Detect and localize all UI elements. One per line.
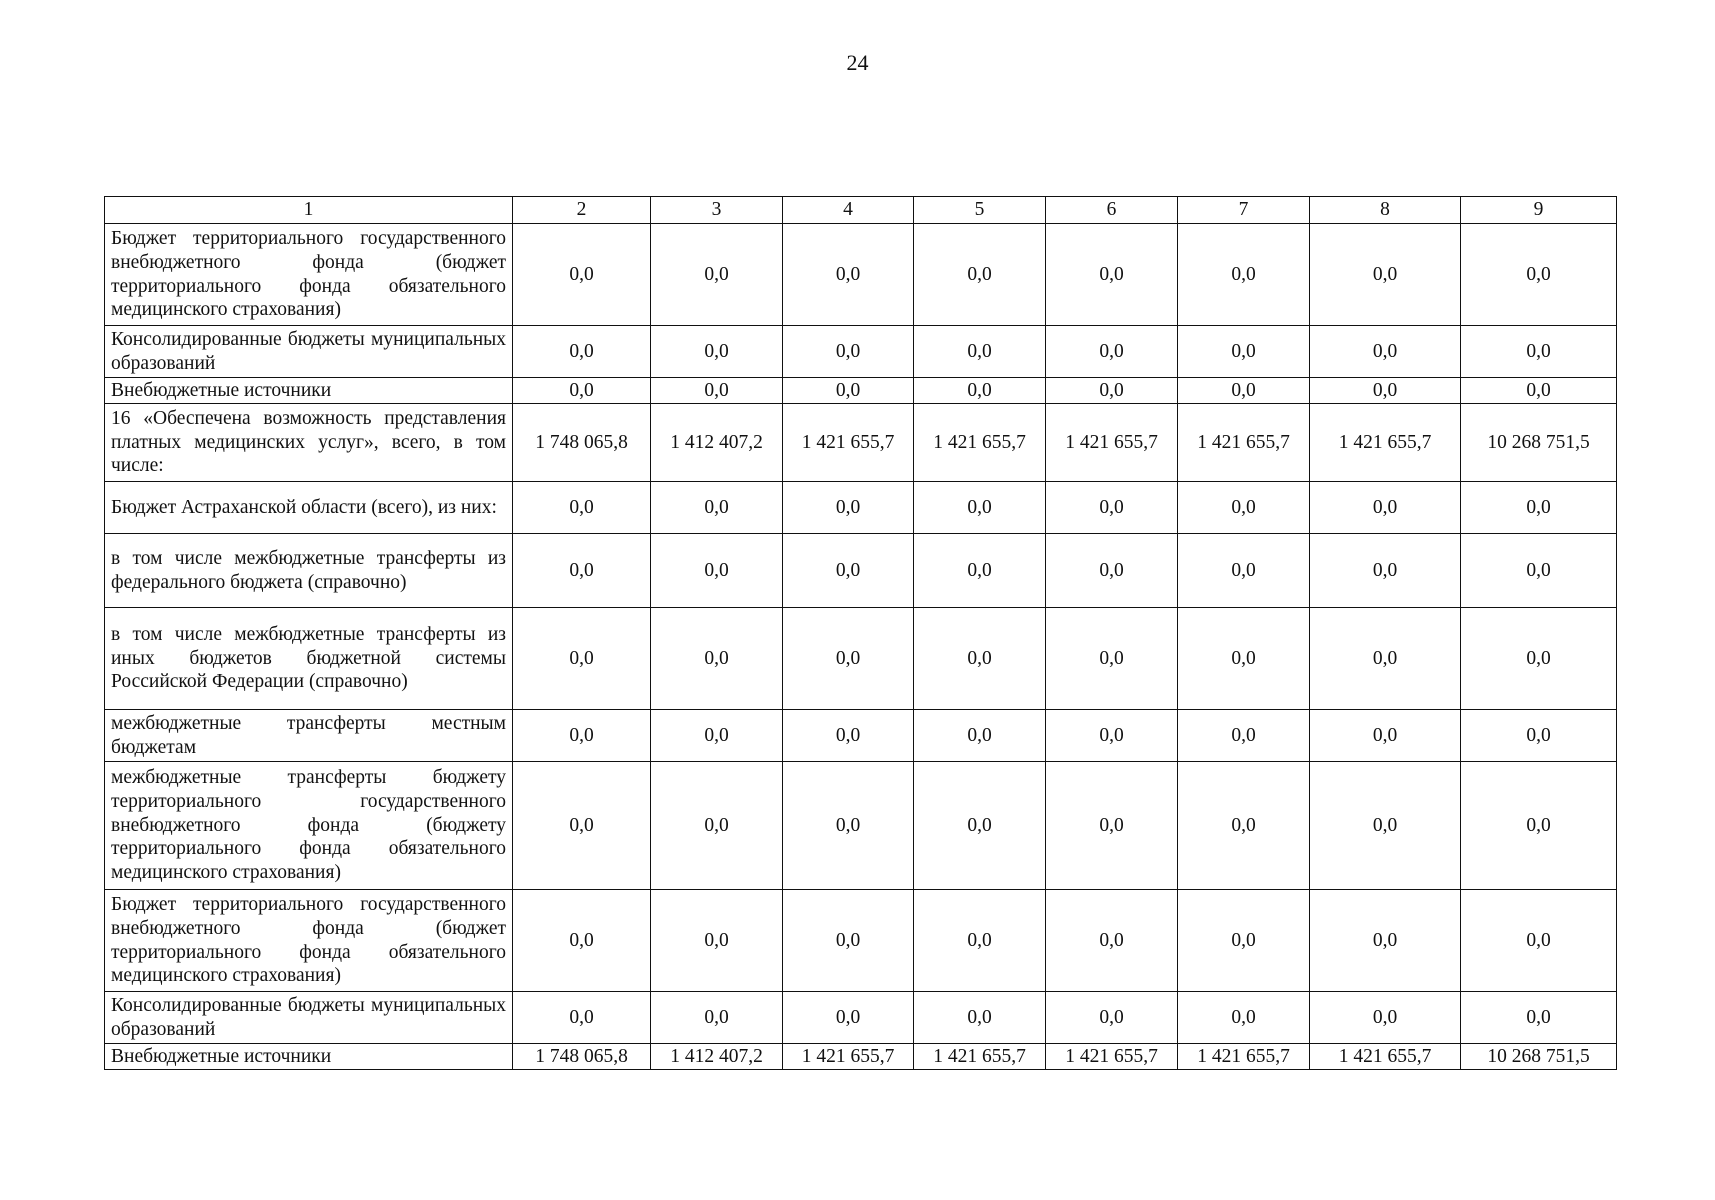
table-row	[105, 992, 1617, 1044]
value-cell: 0,0	[1178, 482, 1310, 534]
value-cell: 1 421 655,7	[1310, 1044, 1461, 1070]
value-cell: 0,0	[1310, 992, 1461, 1044]
value-cell: 0,0	[1461, 326, 1617, 378]
table-row	[105, 482, 1617, 534]
table-row	[105, 224, 1617, 326]
table-body	[105, 224, 1617, 1070]
table-row	[105, 890, 1617, 992]
row-label: Внебюджетные источники	[105, 1044, 513, 1070]
value-cell: 0,0	[1310, 482, 1461, 534]
value-cell: 0,0	[1046, 326, 1178, 378]
value-cell: 0,0	[914, 762, 1046, 890]
value-cell: 0,0	[513, 378, 651, 404]
value-cell: 1 421 655,7	[914, 1044, 1046, 1070]
value-cell: 0,0	[1046, 224, 1178, 326]
value-cell: 0,0	[513, 710, 651, 762]
value-cell: 0,0	[1178, 378, 1310, 404]
value-cell: 0,0	[1178, 890, 1310, 992]
value-cell: 0,0	[914, 534, 1046, 608]
value-cell: 0,0	[1310, 378, 1461, 404]
value-cell: 0,0	[783, 762, 914, 890]
value-cell: 0,0	[1046, 890, 1178, 992]
value-cell: 0,0	[914, 326, 1046, 378]
value-cell: 0,0	[783, 608, 914, 710]
value-cell: 1 748 065,8	[513, 1044, 651, 1070]
value-cell: 1 421 655,7	[783, 1044, 914, 1070]
value-cell: 0,0	[1178, 534, 1310, 608]
value-cell: 0,0	[1310, 890, 1461, 992]
value-cell: 10 268 751,5	[1461, 1044, 1617, 1070]
value-cell: 0,0	[651, 762, 783, 890]
value-cell: 0,0	[513, 762, 651, 890]
row-label: Консолидированные бюджеты муниципальных образований	[105, 326, 513, 378]
value-cell: 0,0	[914, 992, 1046, 1044]
column-header: 6	[1046, 197, 1178, 224]
value-cell: 10 268 751,5	[1461, 404, 1617, 482]
row-label: Консолидированные бюджеты муниципальных образований	[105, 992, 513, 1044]
value-cell: 0,0	[513, 224, 651, 326]
value-cell: 0,0	[1178, 608, 1310, 710]
value-cell: 0,0	[1461, 224, 1617, 326]
value-cell: 0,0	[1310, 326, 1461, 378]
row-label: межбюджетные трансферты местным бюджетам	[105, 710, 513, 762]
value-cell: 0,0	[783, 482, 914, 534]
row-label: 16 «Обеспечена возможность представления платных медицинских услуг», всего, в том числе:	[105, 404, 513, 482]
value-cell: 0,0	[914, 890, 1046, 992]
value-cell: 0,0	[513, 482, 651, 534]
budget-table	[104, 196, 1617, 1070]
value-cell: 0,0	[783, 224, 914, 326]
value-cell: 0,0	[1046, 378, 1178, 404]
value-cell: 0,0	[1046, 482, 1178, 534]
value-cell: 0,0	[1310, 710, 1461, 762]
value-cell: 0,0	[651, 534, 783, 608]
value-cell: 0,0	[513, 890, 651, 992]
value-cell: 0,0	[1461, 482, 1617, 534]
row-label: Бюджет Астраханской области (всего), из них:	[105, 482, 513, 534]
column-header: 3	[651, 197, 783, 224]
value-cell: 0,0	[1310, 534, 1461, 608]
value-cell: 0,0	[783, 534, 914, 608]
value-cell: 0,0	[1310, 762, 1461, 890]
value-cell: 1 421 655,7	[1046, 404, 1178, 482]
value-cell: 0,0	[651, 326, 783, 378]
value-cell: 1 412 407,2	[651, 1044, 783, 1070]
row-label: Внебюджетные источники	[105, 378, 513, 404]
value-cell: 0,0	[783, 992, 914, 1044]
value-cell: 1 421 655,7	[1178, 1044, 1310, 1070]
value-cell: 0,0	[1046, 608, 1178, 710]
column-header: 7	[1178, 197, 1310, 224]
table-row	[105, 534, 1617, 608]
value-cell: 0,0	[914, 482, 1046, 534]
column-header: 8	[1310, 197, 1461, 224]
value-cell: 0,0	[1461, 710, 1617, 762]
value-cell: 0,0	[1046, 710, 1178, 762]
value-cell: 0,0	[1178, 710, 1310, 762]
value-cell: 0,0	[1310, 224, 1461, 326]
value-cell: 0,0	[651, 992, 783, 1044]
value-cell: 0,0	[513, 326, 651, 378]
value-cell: 0,0	[651, 608, 783, 710]
column-header: 5	[914, 197, 1046, 224]
value-cell: 1 748 065,8	[513, 404, 651, 482]
value-cell: 1 421 655,7	[1178, 404, 1310, 482]
value-cell: 0,0	[513, 992, 651, 1044]
value-cell: 0,0	[783, 890, 914, 992]
column-header: 2	[513, 197, 651, 224]
row-label: в том числе межбюджетные трансферты из иных бюджетов бюджетной системы Российской Федерации (справочно)	[105, 608, 513, 710]
value-cell: 0,0	[1461, 762, 1617, 890]
table-row	[105, 608, 1617, 710]
value-cell: 1 421 655,7	[783, 404, 914, 482]
value-cell: 0,0	[1046, 992, 1178, 1044]
table-row	[105, 326, 1617, 378]
value-cell: 0,0	[914, 224, 1046, 326]
table-row	[105, 710, 1617, 762]
value-cell: 0,0	[513, 608, 651, 710]
value-cell: 0,0	[1461, 534, 1617, 608]
value-cell: 1 412 407,2	[651, 404, 783, 482]
value-cell: 1 421 655,7	[914, 404, 1046, 482]
value-cell: 0,0	[914, 378, 1046, 404]
value-cell: 0,0	[1178, 762, 1310, 890]
value-cell: 0,0	[1178, 224, 1310, 326]
value-cell: 0,0	[1178, 992, 1310, 1044]
value-cell: 0,0	[783, 378, 914, 404]
value-cell: 0,0	[1046, 762, 1178, 890]
row-label: Бюджет территориального государственного внебюджетного фонда (бюджет территориального фонда обязательного медицинского страхования)	[105, 224, 513, 326]
header-row	[105, 197, 1617, 224]
value-cell: 0,0	[1461, 608, 1617, 710]
page-number: 24	[846, 50, 869, 75]
table-row	[105, 762, 1617, 890]
value-cell: 0,0	[651, 890, 783, 992]
column-header: 9	[1461, 197, 1617, 224]
value-cell: 1 421 655,7	[1310, 404, 1461, 482]
column-header: 1	[105, 197, 513, 224]
value-cell: 0,0	[1046, 534, 1178, 608]
value-cell: 0,0	[651, 482, 783, 534]
value-cell: 0,0	[1178, 326, 1310, 378]
value-cell: 1 421 655,7	[1046, 1044, 1178, 1070]
row-label: в том числе межбюджетные трансферты из федерального бюджета (справочно)	[105, 534, 513, 608]
value-cell: 0,0	[914, 710, 1046, 762]
table-row	[105, 1044, 1617, 1070]
value-cell: 0,0	[783, 710, 914, 762]
value-cell: 0,0	[1461, 992, 1617, 1044]
row-label: Бюджет территориального государственного внебюджетного фонда (бюджет территориального фонда обязательного медицинского страхования)	[105, 890, 513, 992]
value-cell: 0,0	[513, 534, 651, 608]
value-cell: 0,0	[651, 378, 783, 404]
value-cell: 0,0	[1461, 890, 1617, 992]
value-cell: 0,0	[1461, 378, 1617, 404]
row-label: межбюджетные трансферты бюджету территориального государственного внебюджетного фонда (бюджету территориального фонда обязательного медицинского страхования)	[105, 762, 513, 890]
value-cell: 0,0	[783, 326, 914, 378]
value-cell: 0,0	[1310, 608, 1461, 710]
table-row	[105, 378, 1617, 404]
column-header: 4	[783, 197, 914, 224]
value-cell: 0,0	[651, 710, 783, 762]
value-cell: 0,0	[651, 224, 783, 326]
table-row	[105, 404, 1617, 482]
value-cell: 0,0	[914, 608, 1046, 710]
